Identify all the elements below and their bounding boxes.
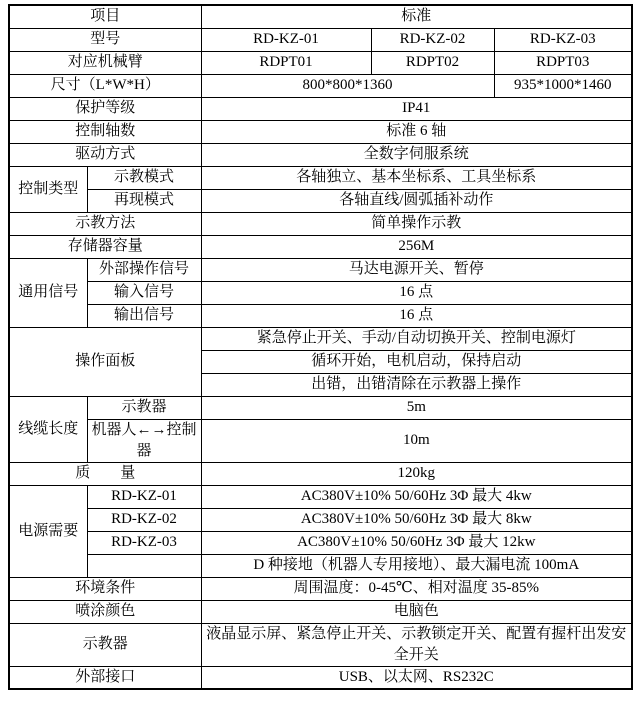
row-operation-panel-1 [9,327,632,350]
row-model [9,28,632,51]
cell-environment-0: 环境条件 [9,577,201,600]
cell-control-axes-1: 标准 6 轴 [201,120,632,143]
row-environment [9,577,632,600]
cell-model-1: RD-KZ-01 [201,28,371,51]
cell-signal-external-2: 马达电源开关、暂停 [201,258,632,281]
cell-power-kz03-0: RD-KZ-03 [87,531,201,554]
cell-operation-panel-3-0: 出错，出错清除在示教器上操作 [201,373,632,396]
cell-cable-teach-pendant-1: 示教器 [87,396,201,419]
cell-robot-arm-3: RDPT03 [494,51,632,74]
cell-power-grounding-0 [87,554,201,577]
cell-teach-method-0: 示教方法 [9,212,201,235]
row-drive-mode [9,143,632,166]
cell-drive-mode-0: 驱动方式 [9,143,201,166]
cell-model-3: RD-KZ-03 [494,28,632,51]
spec-table [8,4,633,690]
cell-protection-rating-1: IP41 [201,97,632,120]
cell-control-type-playback-1: 各轴直线/圆弧插补动作 [201,189,632,212]
cell-cable-robot-controller-1: 10m [201,419,632,462]
cell-header-0: 项目 [9,5,201,28]
cell-power-kz01-0: 电源需要 [9,485,87,577]
row-external-interface [9,666,632,689]
row-power-kz03 [9,531,632,554]
cell-operation-panel-2-0: 循环开始，电机启动，保持启动 [201,350,632,373]
cell-power-kz02-1: AC380V±10% 50/60Hz 3Φ 最大 8kw [201,508,632,531]
cell-power-kz01-1: RD-KZ-01 [87,485,201,508]
cell-paint-color-1: 电脑色 [201,600,632,623]
row-header [9,5,632,28]
row-signal-output [9,304,632,327]
cell-power-kz02-0: RD-KZ-02 [87,508,201,531]
cell-environment-1: 周围温度：0-45℃、相对温度 35-85% [201,577,632,600]
cell-teach-pendant-1: 液晶显示屏、紧急停止开关、示教锁定开关、配置有握杆出发安全开关 [201,623,632,666]
row-teach-pendant [9,623,632,666]
cell-power-kz03-1: AC380V±10% 50/60Hz 3Φ 最大 12kw [201,531,632,554]
cell-drive-mode-1: 全数字伺服系统 [201,143,632,166]
row-robot-arm [9,51,632,74]
cell-dimensions-0: 尺寸（L*W*H） [9,74,201,97]
cell-protection-rating-0: 保护等级 [9,97,201,120]
cell-signal-external-1: 外部操作信号 [87,258,201,281]
cell-model-2: RD-KZ-02 [371,28,494,51]
cell-signal-input-0: 输入信号 [87,281,201,304]
row-cable-robot-controller [9,419,632,462]
cell-cable-teach-pendant-2: 5m [201,396,632,419]
cell-header-1: 标准 [201,5,632,28]
cell-operation-panel-1-0: 操作面板 [9,327,201,396]
row-dimensions [9,74,632,97]
cell-control-type-teach-1: 示教模式 [87,166,201,189]
row-control-type-teach [9,166,632,189]
cell-signal-input-1: 16 点 [201,281,632,304]
row-protection-rating [9,97,632,120]
row-power-kz02 [9,508,632,531]
cell-control-axes-0: 控制轴数 [9,120,201,143]
cell-cable-teach-pendant-0: 线缆长度 [9,396,87,462]
row-weight [9,462,632,485]
cell-power-grounding-1: D 种接地（机器人专用接地）、最大漏电流 100mA [201,554,632,577]
row-memory-capacity [9,235,632,258]
cell-signal-external-0: 通用信号 [9,258,87,327]
row-cable-teach-pendant [9,396,632,419]
cell-paint-color-0: 喷涂颜色 [9,600,201,623]
cell-signal-output-0: 输出信号 [87,304,201,327]
cell-dimensions-2: 935*1000*1460 [494,74,632,97]
cell-weight-0: 质 量 [9,462,201,485]
cell-external-interface-0: 外部接口 [9,666,201,689]
cell-teach-pendant-0: 示教器 [9,623,201,666]
cell-cable-robot-controller-0: 机器人←→控制器 [87,419,201,462]
row-signal-input [9,281,632,304]
row-power-kz01 [9,485,632,508]
row-control-axes [9,120,632,143]
spec-table-body [9,5,632,689]
cell-external-interface-1: USB、以太网、RS232C [201,666,632,689]
cell-robot-arm-2: RDPT02 [371,51,494,74]
cell-signal-output-1: 16 点 [201,304,632,327]
row-teach-method [9,212,632,235]
row-control-type-playback [9,189,632,212]
row-paint-color [9,600,632,623]
cell-control-type-playback-0: 再现模式 [87,189,201,212]
cell-power-kz01-2: AC380V±10% 50/60Hz 3Φ 最大 4kw [201,485,632,508]
cell-teach-method-1: 简单操作示教 [201,212,632,235]
cell-model-0: 型号 [9,28,201,51]
cell-memory-capacity-0: 存储器容量 [9,235,201,258]
cell-dimensions-1: 800*800*1360 [201,74,494,97]
cell-robot-arm-1: RDPT01 [201,51,371,74]
cell-weight-1: 120kg [201,462,632,485]
cell-control-type-teach-0: 控制类型 [9,166,87,212]
cell-control-type-teach-2: 各轴独立、基本坐标系、工具坐标系 [201,166,632,189]
cell-robot-arm-0: 对应机械臂 [9,51,201,74]
row-signal-external [9,258,632,281]
row-power-grounding [9,554,632,577]
cell-operation-panel-1-1: 紧急停止开关、手动/自动切换开关、控制电源灯 [201,327,632,350]
cell-memory-capacity-1: 256M [201,235,632,258]
